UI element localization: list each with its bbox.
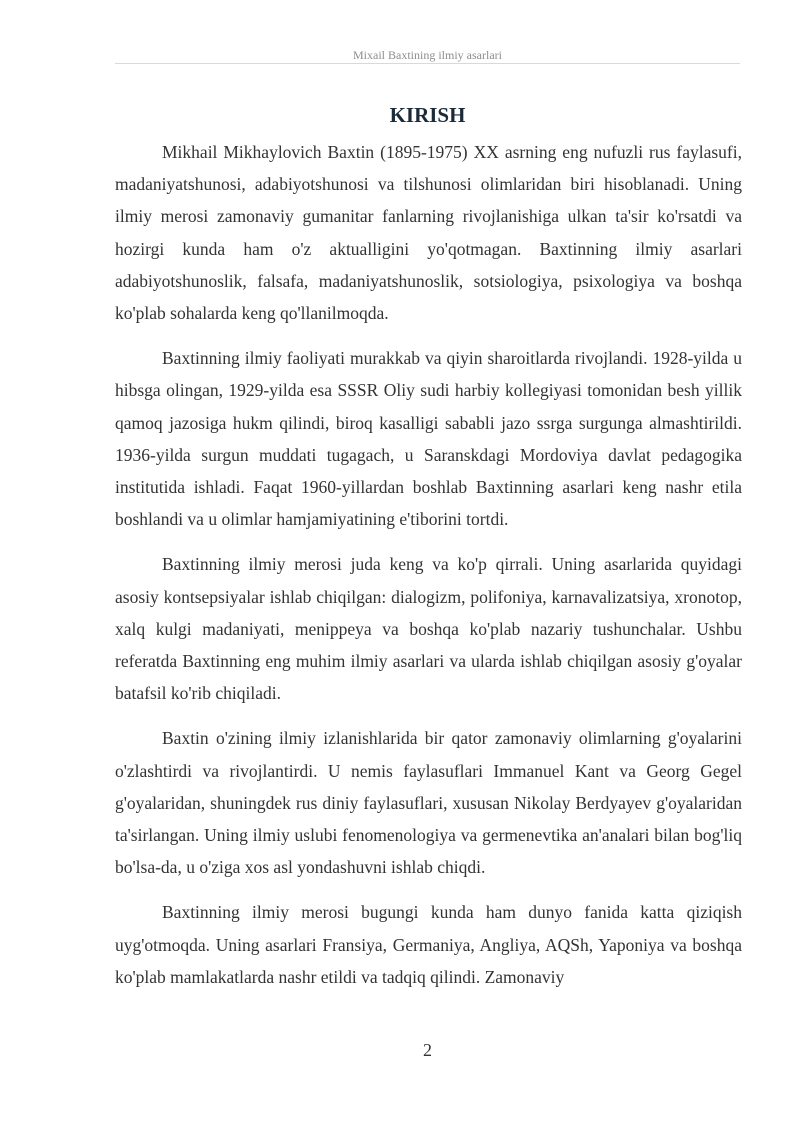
paragraph-5: Baxtinning ilmiy merosi bugungi kunda ham dunyo fanida katta qiziqish uyg'otmoqda. Uning asarlari Fransiya, Germaniya, Angliya, AQSh, Yaponiya va boshqa ko'plab mamlakatlarda nashr etildi va tadqiq qilindi. Zamonaviy: [115, 902, 742, 987]
paragraph-4: Baxtin o'zining ilmiy izlanishlarida bir qator zamonaviy olimlarning g'oyalarini o'zlashtirdi va rivojlantirdi. U nemis faylasuflari Immanuel Kant va Georg Gegel g'oyalaridan, shuningdek rus diniy faylasuflari, xususan Nikolay Berdyayev g'oyalaridan ta'sirlangan. Uning ilmiy uslubi fenomenologiya va germenevtika an'analari bilan bog'liq bo'lsa-da, u o'ziga xos asl yondashuvni ishlab chiqdi.: [115, 728, 742, 878]
page-number: 2: [423, 1040, 432, 1060]
paragraph-3: Baxtinning ilmiy merosi juda keng va ko'p qirrali. Uning asarlarida quyidagi asosiy kontsepsiyalar ishlab chiqilgan: dialogizm, polifoniya, karnavalizatsiya, xronotop, xalq kulgi madaniyati, menippeya va boshqa ko'plab nazariy tushunchalar. Ushbu referatda Baxtinning eng muhim ilmiy asarlari va ularda ishlab chiqilgan asosiy g'oyalar batafsil ko'rib chiqiladi.: [115, 554, 742, 704]
header-divider: [115, 63, 740, 64]
paragraph-2: Baxtinning ilmiy faoliyati murakkab va qiyin sharoitlarda rivojlandi. 1928-yilda u hibsga olingan, 1929-yilda esa SSSR Oliy sudi harbiy kollegiyasi tomonidan besh yillik qamoq jazosiga hukm qilindi, biroq kasalligi sababli jazo ssrga surgunga almashtirildi. 1936-yilda surgun muddati tugagach, u Saranskdagi Mordoviya davlat pedagogika institutida ishladi. Faqat 1960-yillardan boshlab Baxtinning asarlari keng nashr etila boshlandi va u olimlar hamjamiyatining e'tiborini tortdi.: [115, 348, 742, 530]
running-header: Mixail Baxtining ilmiy asarlari: [353, 48, 502, 62]
paragraph-1: Mikhail Mikhaylovich Baxtin (1895-1975) XX asrning eng nufuzli rus faylasufi, madaniyatshunosi, adabiyotshunosi va tilshunosi olimlaridan biri hisoblanadi. Uning ilmiy merosi zamonaviy gumanitar fanlarning rivojlanishiga ulkan ta'sir ko'rsatdi va hozirgi kunda ham o'z aktualligini yo'qotmagan. Baxtinning ilmiy asarlari adabiyotshunoslik, falsafa, madaniyatshunoslik, sotsiologiya, psixologiya va boshqa ko'plab sohalarda keng qo'llanilmoqda.: [115, 142, 742, 324]
section-title: KIRISH: [389, 103, 466, 127]
body-text: [115, 136, 742, 992]
